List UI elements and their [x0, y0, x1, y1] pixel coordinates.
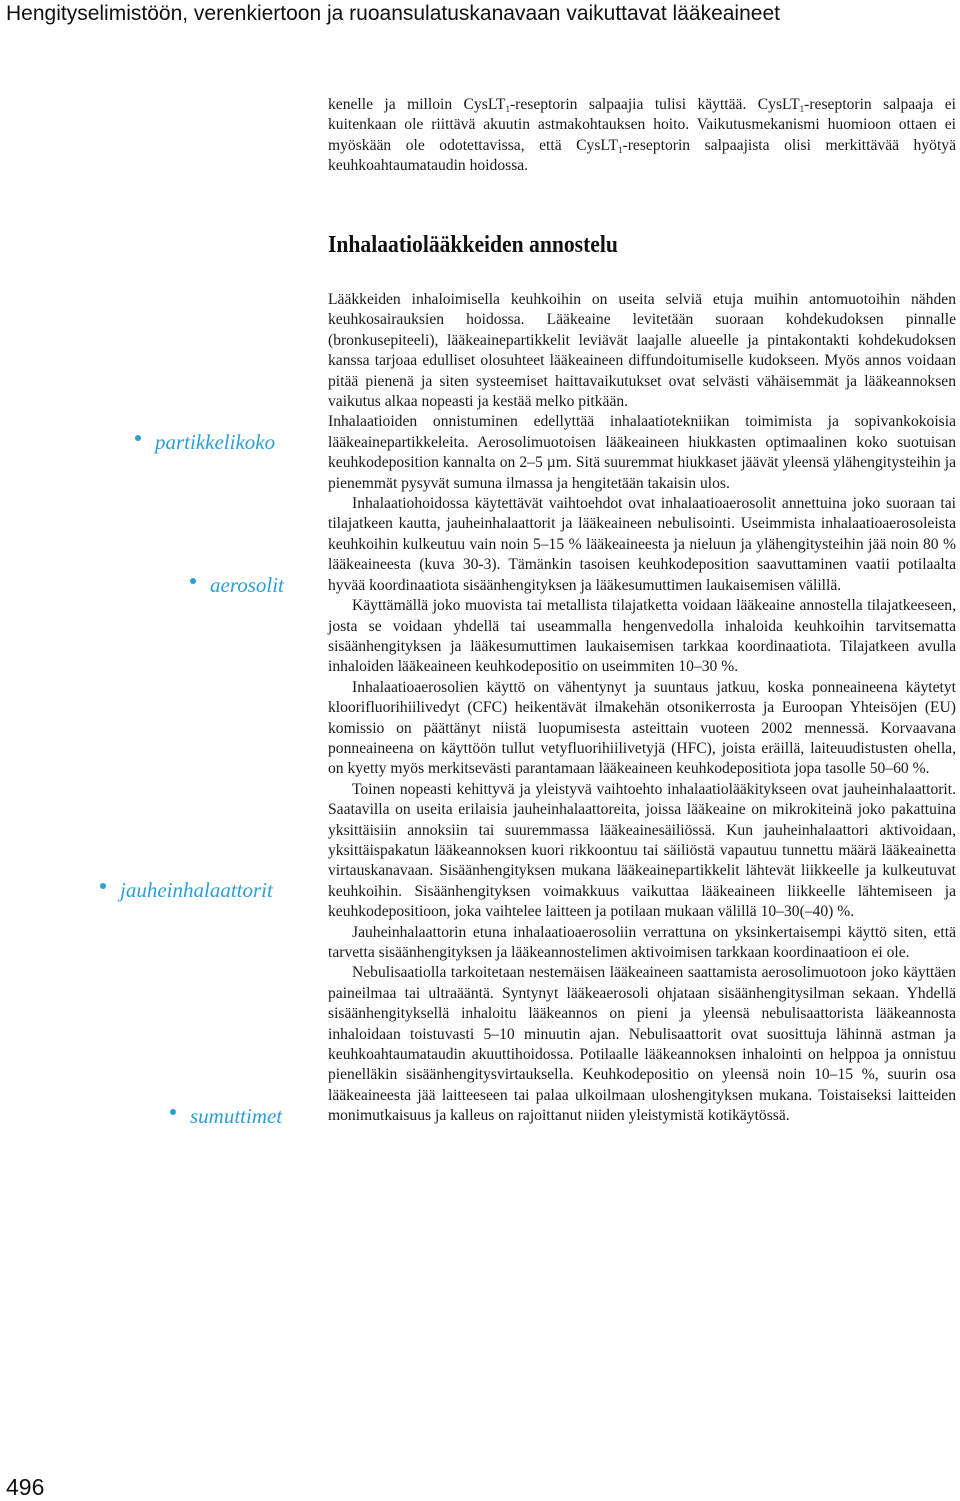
section-title: Inhalaatiolääkkeiden annostelu — [328, 232, 618, 258]
intro-text — [328, 95, 956, 177]
sidebar-item-partikkelikoko: partikkelikoko — [135, 430, 275, 455]
running-header: Hengityselimistöön, verenkiertoon ja ruoansulatuskanavaan vaikuttavat lääkeaineet — [6, 2, 780, 25]
body-paragraph: Toinen nopeasti kehittyvä ja yleistyvä vaihtoehto inhalaatiolääkitykseen ovat jauheinhalaattorit. Saatavilla on useita erilaisia jauheinhalaattoreita, joissa lääkeaine on mikrokiteinä joko pakattuina yksittäisiin annoksiin tai suuremmassa lääkeainesäiliössä. Kun jauheinhalaattori aktivoidaan, yksittäispakatun lääkeannoksen kuori rikkoontuu tai säiliöstä vapautuu tunnettu määrä lääkeainetta virtauskanavaan. Sisäänhengityksen mukana lääkeainepartikkelit lähtevät liikkeelle ja kulkeutuvat keuhkoihin. Sisäänhengityksen voimakkuus vaikuttaa lääkeaineen liikkeelle lähtemiseen ja keuhkodepositioon, joka vaihtelee laitteen ja potilaan mukaan välillä 10–30(–40) %. — [328, 780, 956, 921]
bullet-icon — [100, 883, 106, 889]
page-number: 496 — [6, 1474, 45, 1500]
sidebar-item-jauheinhalaattorit: jauheinhalaattorit — [100, 878, 273, 903]
intro-paragraph: kenelle ja milloin CysLT$_1$-reseptorin salpaajia tulisi käyttää. CysLT$_1$-reseptorin salpaaja ei kuitenkaan ole riittävä akuutin astmakohtauksen hoito. Vaikutusmekanismi huomioon ottaen ei myöskään ole odotettavissa, että CysLT$_1$-reseptorin salpaajista olisi merkittävää hyötyä keuhkoahtaumataudin hoidossa. — [328, 96, 957, 175]
body-paragraph: Inhalaatioaerosolien käyttö on vähentynyt ja suuntaus jatkuu, koska ponneaineena käytetyt kloorifluorihiilivedyt (CFC) heikentävät ilmakehän otsonikerrosta ja Euroopan Yhteisöjen (EU) komissio on päättänyt niistä luopumisesta asteittain vuoteen 2002 mennessä. Korvaavana ponneaineena on käyttöön tullut vetyfluorihiilivetyjä (HFC), joista eräillä, laiteuudistusten ohella, on kyetty myös merkitsevästi parantamaan lääkeaineen keuhkodepositiota jopa tasolle 50–60 %. — [328, 678, 956, 778]
bullet-icon — [190, 578, 196, 584]
sidebar-item-sumuttimet: sumuttimet — [170, 1104, 282, 1129]
body-paragraph: Inhalaatiohoidossa käytettävät vaihtoehdot ovat inhalaatioaerosolit annettuina joko suoraan tai tilajatkeen kautta, jauheinhalaattorit ja lääkeaineen nebulisointi. Useimmista inhalaatioaerosoleista keuhkoihin kulkeutuu vain noin 5–15 % lääkeaineesta ja nieluun ja ylähengitysteihin jää noin 80 % lääkeaineesta (kuva 30-3). Tämänkin tasoisen keuhkodeposition saavuttaminen vaatii potilaalta hyvää koordinaatiota sisäänhengityksen ja lääkesumuttimen laukaisemisen välillä. — [328, 495, 956, 594]
body-paragraph: Käyttämällä joko muovista tai metallista tilajatketta voidaan lääkeaine annostella tilajatkeeseen, josta se voidaan yhdellä tai useammalla hengenvedolla inhaloida keuhkoihin tarvitsematta sisäänhengityksen ja lääkesumuttimen laukaisemisen tarkkaa koordinaatiota. Tilajatkeen avulla inhaloiden lääkeaineen keuhkodepositio on useimmiten 10–30 %. — [328, 597, 956, 676]
sidebar-item-aerosolit: aerosolit — [190, 573, 284, 598]
body-text — [328, 290, 956, 1127]
bullet-icon — [135, 435, 141, 441]
body-paragraph: Inhalaatioiden onnistuminen edellyttää inhalaatiotekniikan toimimista ja sopivankokoisia lääkeainepartikkeleita. Aerosolimuotoisen lääkeaineen hiukkasten optimaalinen koko suotuisan keuhkodeposition kannalta on 2–5 µm. Sitä suuremmat hiukkaset jäävät yleensä ylähengitysteihin ja pienemmät pysyvät sumuna ilmassa ja hengitetään takaisin ulos. — [328, 413, 956, 492]
bullet-icon — [170, 1109, 176, 1115]
body-paragraph: Jauheinhalaattorin etuna inhalaatioaerosoliin verrattuna on yksinkertaisempi käyttö siten, että tarvetta sisäänhengityksen ja lääkeannostelimen aktivoimisen tarkkaan koordinaatioon ei ole. — [328, 923, 956, 961]
body-paragraph: Lääkkeiden inhaloimisella keuhkoihin on useita selviä etuja muihin antomuotoihin nähden keuhkosairauksien hoidossa. Lääkeaine levitetään suoraan kohdekudoksen pinnalle (bronkusepiteeli), lääkeainepartikkelit leviävät laajalle alueelle ja pintakontakti kohdekudoksen kanssa tarjoaa edulliset olosuhteet lääkeaineen diffundoitumiselle kudokseen. Myös annos voidaan pitää pienenä ja siten systeemiset haittavaikutukset ovat selvästi vähäisemmät ja lääkeannoksen vaikutus alkaa nopeasti ja kestää melko pitkään. — [328, 291, 956, 411]
body-paragraph: Nebulisaatiolla tarkoitetaan nestemäisen lääkeaineen saattamista aerosolimuotoon joko käyttäen paineilmaa tai ultraääntä. Syntynyt lääkeaerosoli ohjataan sisäänhengitysilman sekaan. Yhdellä sisäänhengityksellä inhaloitu lääkeannos on pieni ja yleensä nebulisaattorista lääkeannosta inhaloidaan toistuvasti 5–10 minuutin ajan. Nebulisaattorit ovat suosittuja lähinnä astman ja keuhkoahtaumataudin akuuttihoidossa. Potilaalle lääkeannoksen inhalointi on helppoa ja onnistuu pienelläkin sisäänhengitysvirtauksella. Keuhkodepositio on yleensä noin 10–15 %, suurin osa lääkeaineesta jää laitteeseen tai palaa ulkoilmaan uloshengityksen mukana. Toistaiseksi laitteiden monimutkaisuus ja kalleus on rajoittanut niiden yleistymistä kotikäytössä. — [328, 964, 956, 1125]
